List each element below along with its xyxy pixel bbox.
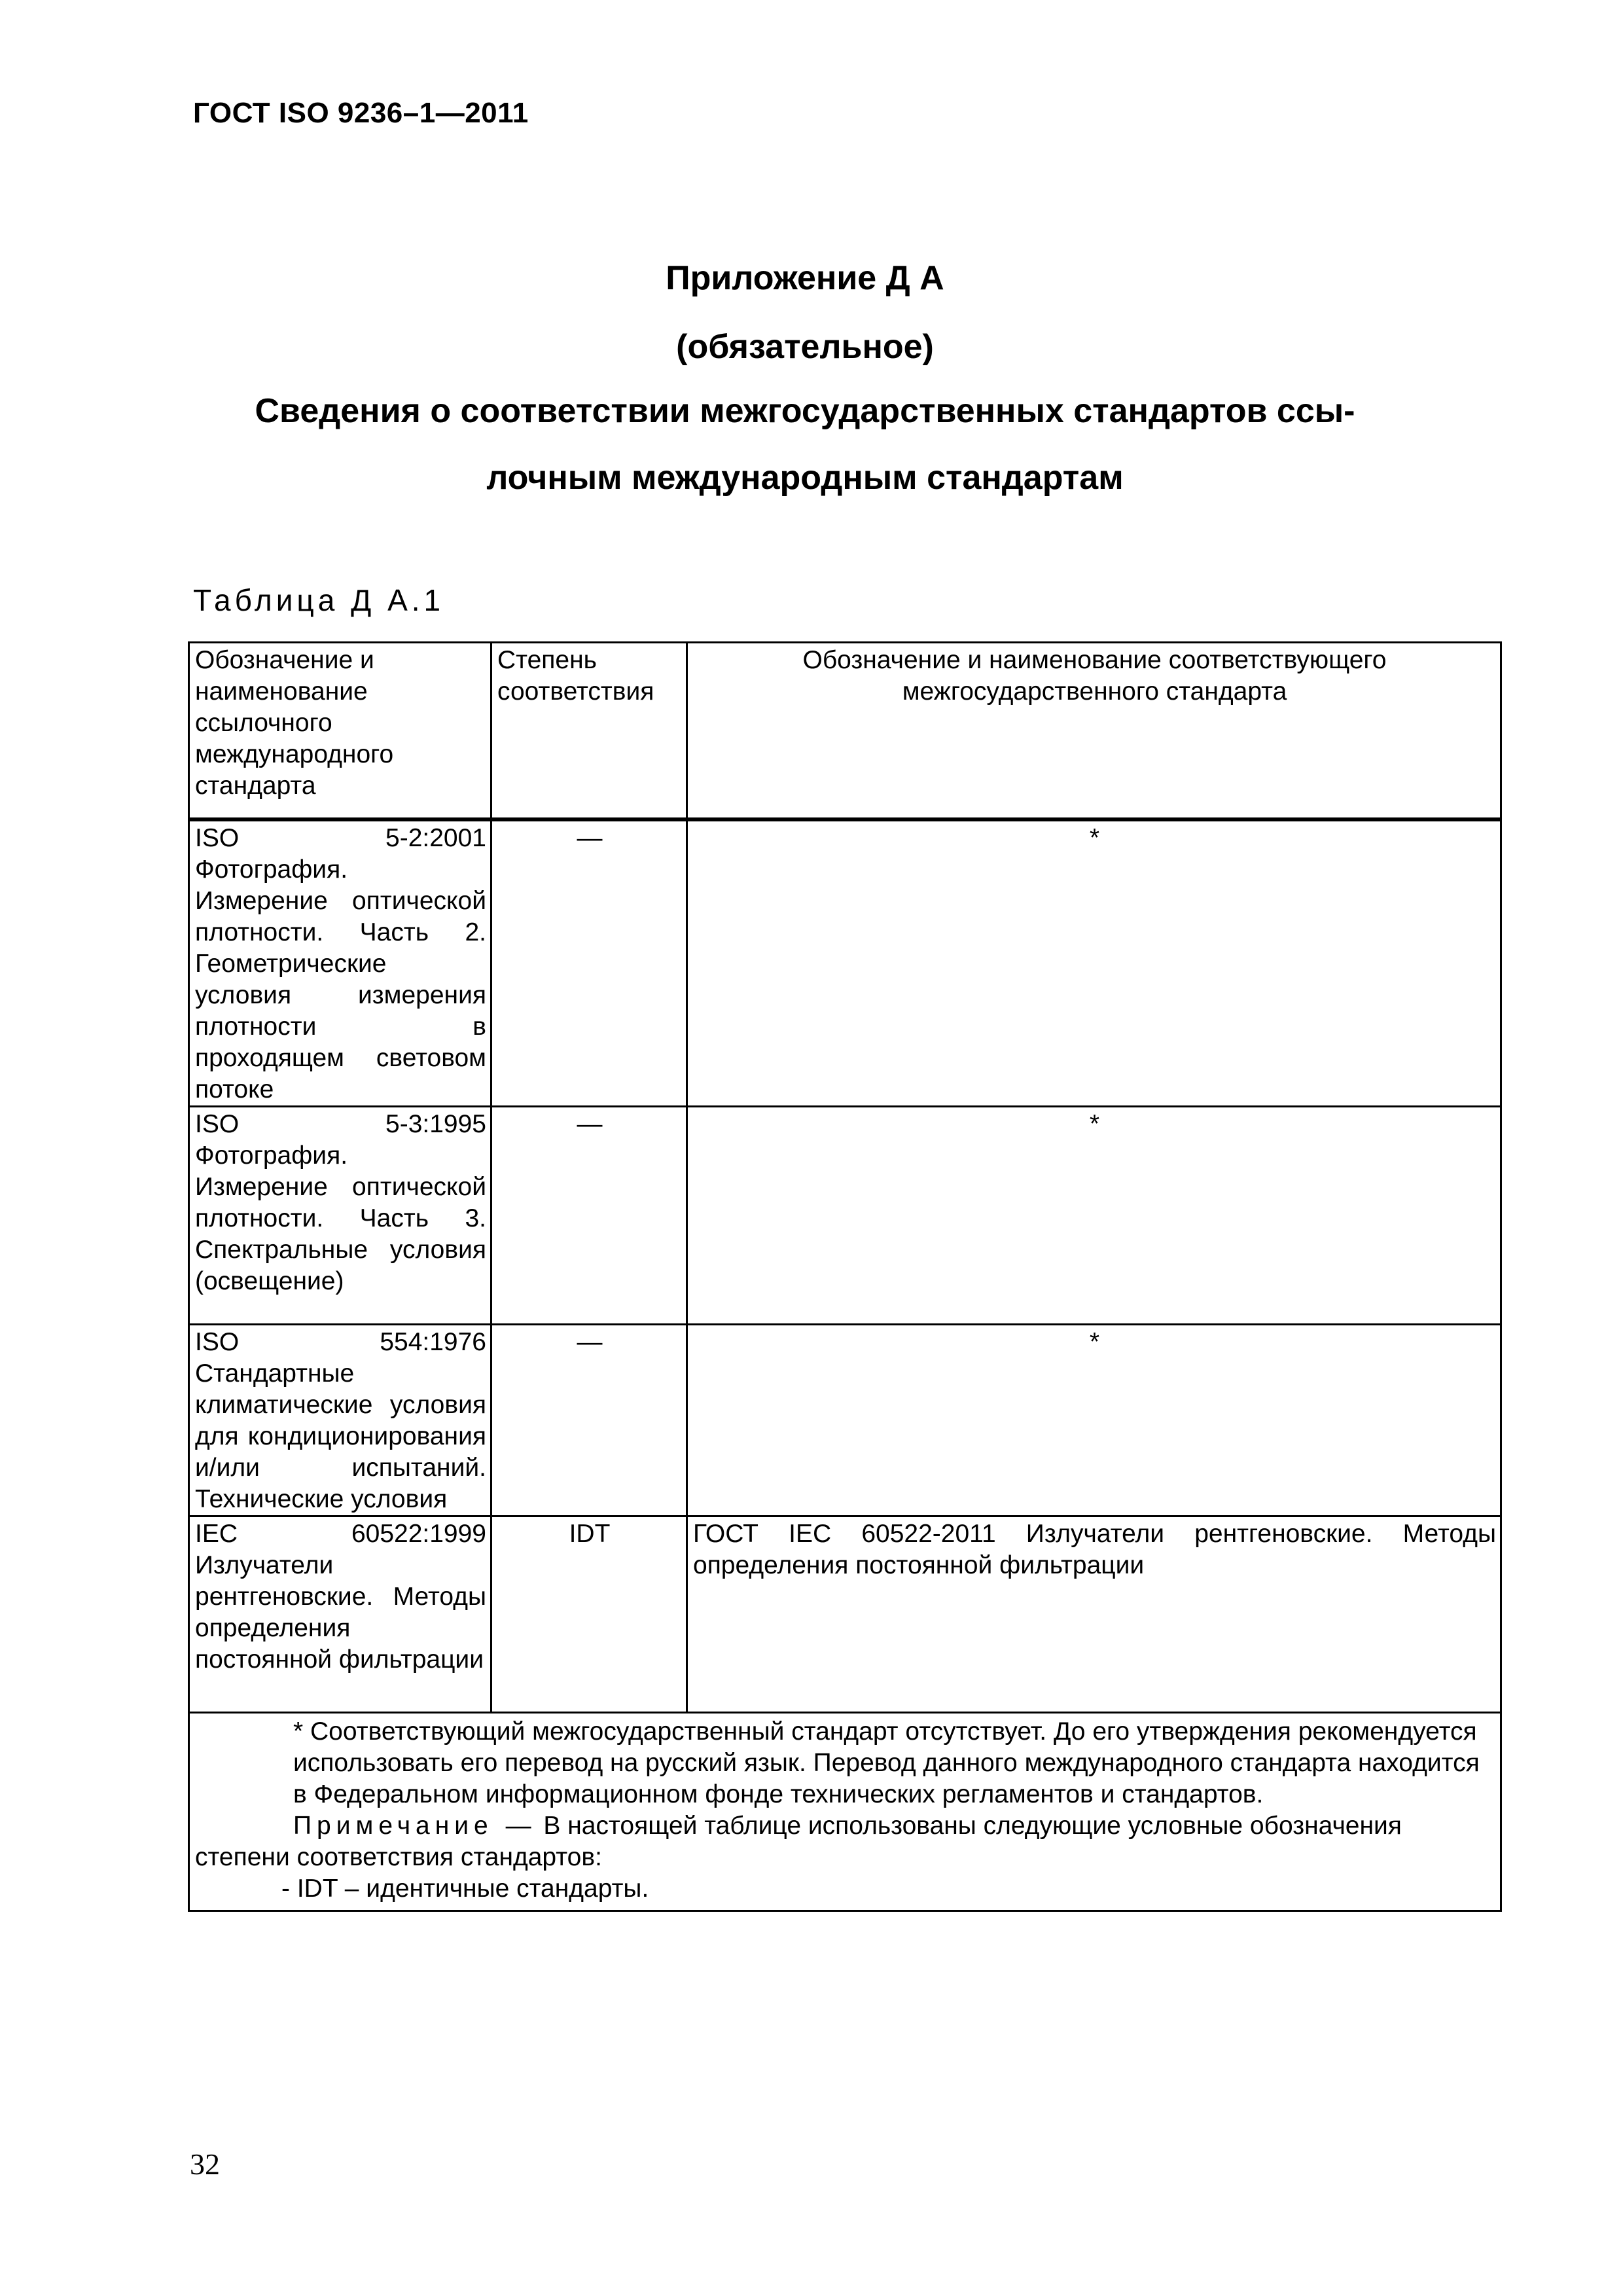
appendix-subject-line-1: Сведения о соответствии межгосударственных стандартов ссы- — [255, 392, 1355, 430]
footnote-cell — [189, 1713, 1501, 1911]
reference-cell: ISO 5-3:1995 Фотография. Измерение оптической плотности. Часть 3. Спектральные условия (освещение) — [189, 1107, 491, 1325]
interstate-cell: * — [687, 1107, 1501, 1325]
reference-cell: ISO 554:1976 Стандартные климатические условия для кондиционирования и/или испытаний. Технические условия — [189, 1325, 491, 1516]
interstate-cell: ГОСТ IEC 60522-2011 Излучатели рентгеновские. Методы определения постоянной фильтрации — [687, 1516, 1501, 1713]
table-row — [189, 819, 1501, 1107]
reference-standards-table — [188, 641, 1502, 1912]
degree-cell: — — [491, 1107, 687, 1325]
reference-cell: ISO 5-2:2001 Фотография. Измерение оптической плотности. Часть 2. Геометрические условия измерения плотности в проходящем световом потоке — [189, 819, 491, 1107]
table-caption: Таблица Д А.1 — [193, 583, 445, 617]
interstate-cell: * — [687, 819, 1501, 1107]
degree-cell: — — [491, 1325, 687, 1516]
table-row — [189, 1516, 1501, 1713]
page-number: 32 — [190, 2147, 220, 2181]
legend-item: - IDT – идентичные стандарты. — [281, 1874, 649, 1903]
appendix-subject-line-2: лочным международным стандартам — [486, 459, 1124, 497]
appendix-status: (обязательное) — [676, 328, 934, 366]
interstate-cell: * — [687, 1325, 1501, 1516]
note-paragraph — [195, 1810, 1495, 1873]
table-row — [189, 1107, 1501, 1325]
footnote-text: * Соответствующий межгосударственный стандарт отсутствует. До его утверждения рекомендуется использовать его перевод на русский язык. Перевод данного международного стандарта находится в Федеральном информационном фонде технических регламентов и стандартов. — [293, 1717, 1480, 1808]
header-degree: Степень соответствия — [491, 643, 687, 820]
degree-cell: IDT — [491, 1516, 687, 1713]
note-label: Примечание — — [293, 1812, 537, 1840]
reference-cell: IEC 60522:1999 Излучатели рентгеновские. Методы определения постоянной фильтрации — [189, 1516, 491, 1713]
degree-cell: — — [491, 819, 687, 1107]
document-code: ГОСТ ISO 9236–1—2011 — [193, 97, 529, 129]
table-footnote-row — [189, 1713, 1501, 1911]
header-reference-standard: Обозначение и наименование ссылочного международного стандарта — [189, 643, 491, 820]
table-row — [189, 1325, 1501, 1516]
note-text: В настоящей таблице использованы следующие условные обозначения степени соответствия стандартов: — [195, 1812, 1402, 1871]
appendix-title: Приложение Д А — [666, 259, 944, 297]
header-interstate-standard: Обозначение и наименование соответствующего межгосударственного стандарта — [687, 643, 1501, 820]
table-header-row — [189, 643, 1501, 820]
